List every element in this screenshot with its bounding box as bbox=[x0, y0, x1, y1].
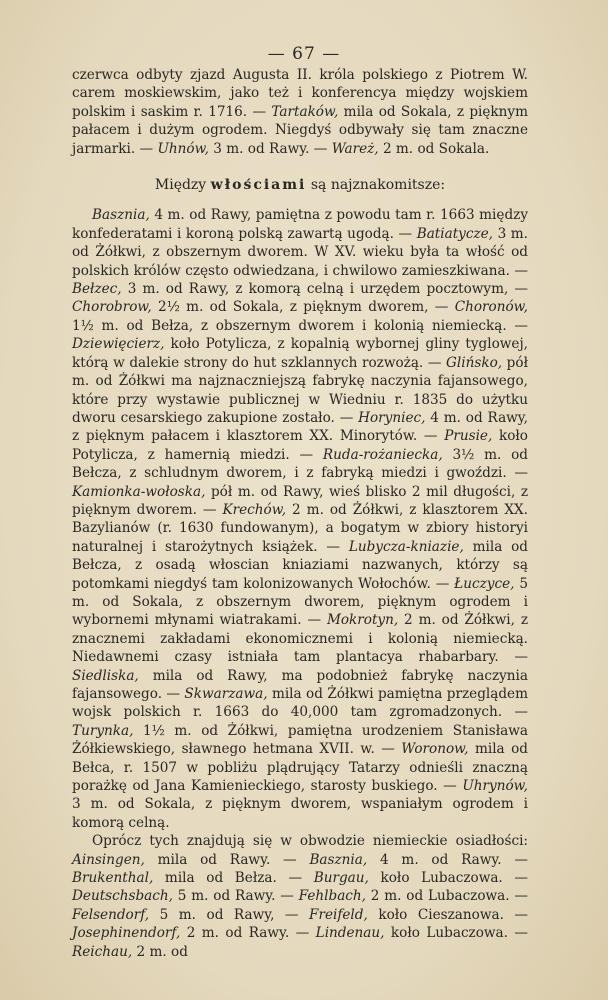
page-body bbox=[72, 66, 528, 961]
text-run: czerwca odbyty zjazd Augusta II. króla polskiego z Piotrem W. carem moskiewskim, jako też i konferencya między wojskiem polskim i saskim r. 1716. — bbox=[72, 67, 528, 120]
place-name: Basznia, bbox=[309, 851, 368, 868]
place-name: Tartaków, bbox=[271, 103, 339, 120]
place-name: Burgau, bbox=[313, 870, 369, 887]
place-name: Josephinendorf, bbox=[72, 925, 181, 942]
text-run: 3½ m. od Bełcza, z schludnym dworem, i z fabryką miedzi i gwoździ. — bbox=[72, 446, 528, 482]
place-name: Choronów, bbox=[454, 299, 528, 316]
text-run: 5 m. od Rawy. — bbox=[172, 888, 299, 905]
place-name: Uhrynów, bbox=[462, 778, 528, 795]
heading-before: Między bbox=[154, 177, 211, 194]
place-name: Lubycza-kniazie, bbox=[348, 538, 464, 555]
text-run: mila od Bełza. — bbox=[153, 870, 314, 887]
text-run: 1½ m. od Żółkwi, pamiętna urodzeniem Stanisława Żółkiewskiego, sławnego hetmana XVII. w. — bbox=[72, 722, 528, 758]
place-name: Mokrotyn, bbox=[326, 612, 399, 629]
text-run: 5 m. od Rawy, — bbox=[149, 906, 310, 923]
place-name: Turynka, bbox=[72, 722, 134, 739]
place-name: Ainsingen, bbox=[72, 851, 145, 868]
heading-spaced-word: włościami bbox=[210, 177, 307, 194]
text-run: mila od Rawy, ma podobnież fabrykę naczynia fajansowego. — bbox=[72, 667, 528, 702]
place-name: Dziewięcierz, bbox=[72, 336, 165, 353]
text-run: 4 m. od Rawy, pamiętna z powodu tam r. 1663 między konfederatami i koroną polską zawartą ugodą. — bbox=[72, 207, 528, 242]
place-name: Fehlbach, bbox=[298, 888, 366, 905]
text-run: pół m. od Rawy, wieś blisko 2 mil długości, z pięknym dworem. — bbox=[72, 483, 528, 518]
text-run: 3 m. od Rawy. — bbox=[208, 140, 332, 157]
text-run: koło Potylicza, z hamernią miedzi. — bbox=[72, 428, 528, 463]
text-run: 2 m. od Żółkwi, z znacznemi zakładami ekonomicznemi i kolonią niemiecką. Niedawnemi czasy istniała tam plantacya rhabarbary. — bbox=[72, 612, 529, 666]
section-heading bbox=[72, 176, 528, 194]
text-run: Oprócz tych znajdują się w obwodzie niemieckie osiadłości: bbox=[92, 833, 528, 850]
text-run: mila od Bełcza, z osadą włoscian kniaziami nazwanych, którzy są potomkami niegdyś tam kolonizowanych Wołochów. — bbox=[72, 538, 529, 592]
text-run: 2½ m. od Sokala, z pięknym dworem, — bbox=[151, 299, 455, 316]
page-number: — 67 — bbox=[267, 44, 341, 64]
place-name: Chorobrow, bbox=[72, 299, 152, 316]
place-name: Brukenthal, bbox=[72, 870, 154, 887]
heading-after: są najznakomitsze: bbox=[306, 177, 446, 194]
text-run: 2 m. od Lubaczowa. — bbox=[366, 888, 528, 905]
place-name: Deutschsbach, bbox=[72, 888, 173, 905]
place-name: Lindenau, bbox=[315, 925, 385, 942]
place-name: Felsendorf, bbox=[72, 906, 150, 923]
text-run: 2 m. od Rawy. — bbox=[180, 925, 316, 942]
place-name: Ruda-rożaniecka, bbox=[322, 446, 443, 463]
place-name: Prusie, bbox=[444, 428, 493, 445]
text-run: 1½ m. od Bełza, z obszernym dworem i kolonią niemiecką. — bbox=[72, 317, 528, 334]
text-run: 3 m. od Żółkwi, z obszernym dworem. W XV. wieku była ta włość od polskich królów często odwiedzana, i chwilowo zamieszkiwana. — bbox=[72, 225, 528, 279]
text-run: 2 m. od Żółkwi, z klasztorem XX. Bazylianów (r. 1630 fundowanym), a bogatym w zbiory historyi naturalnej i starożytnych książek. — bbox=[72, 501, 528, 555]
place-name: Freifeld, bbox=[309, 906, 368, 923]
text-run: koło Cieszanowa. — bbox=[367, 906, 529, 923]
text-run: 2 m. od bbox=[132, 943, 188, 960]
text-run: koło Lubaczowa. — bbox=[368, 870, 528, 887]
villages-paragraph bbox=[72, 206, 528, 832]
place-name: Glińsko, bbox=[446, 354, 503, 371]
text-run: mila od Rawy. — bbox=[144, 851, 310, 868]
text-run: mila od Żółkwi pamiętna przeglądem wojsk polskich r. 1663 do 40,000 tam zgromadzonych. — bbox=[72, 686, 528, 721]
place-name: Batiatycze, bbox=[416, 225, 493, 242]
text-run: 3 m. od Rawy, z komorą celną i urzędem pocztowym, — bbox=[121, 281, 528, 298]
text-run: mila od Bełca, r. 1507 w pobliżu plądrujący Tatarzy odnieśli znaczną porażkę od Jana Kamienieckiego, starosty buskiego. — bbox=[72, 741, 528, 795]
place-name: Uhnów, bbox=[157, 140, 209, 157]
place-name: Siedliska, bbox=[72, 667, 139, 684]
text-run: 2 m. od Sokala. bbox=[378, 140, 490, 157]
text-run: 3 m. od Sokala, z pięknym dworem, wspaniałym ogrodem i komorą celną. bbox=[72, 796, 528, 831]
place-name: Łuczyce, bbox=[454, 575, 515, 592]
text-run: 5 m. od Sokala, z obszernym dworem, pięknym ogrodem i wybornemi młynami wiatrakami. — bbox=[72, 575, 528, 629]
place-name: Bełzec, bbox=[72, 281, 122, 298]
place-name: Kamionka-wołoska, bbox=[72, 483, 206, 500]
place-name: Basznia, bbox=[92, 207, 150, 224]
place-name: Wareż, bbox=[331, 140, 379, 157]
text-run: koło Potylicza, z kopalnią wybornej gliny tyglowej, którą w dalekie strony do hut szklannych rozwożą. — bbox=[72, 336, 528, 371]
text-run: pół m. od Żółkwi ma najznaczniejszą fabrykę naczynia fajansowego, które przy wystawie publicznej w Wiedniu r. 1835 do użytku dworu cesarskiego zakupione zostało. — bbox=[72, 354, 528, 426]
intro-paragraph bbox=[72, 66, 528, 158]
place-name: Woronow, bbox=[401, 741, 469, 758]
text-run: 4 m. od Rawy. — bbox=[367, 851, 528, 868]
place-name: Skwarzawa, bbox=[184, 686, 268, 702]
text-run: 4 m. od Rawy, z pięknym pałacem i klasztorem XX. Minorytów. — bbox=[72, 409, 528, 445]
place-name: Krechów, bbox=[222, 501, 287, 518]
text-run: koło Lubaczowa. — bbox=[384, 925, 528, 942]
place-name: Reichau, bbox=[72, 943, 133, 960]
text-run: mila od Sokala, z pięknym pałacem i dużym ogrodem. Niegdyś odbywały się tam znaczne jarmarki. — bbox=[72, 103, 528, 157]
colonies-paragraph bbox=[72, 832, 528, 961]
place-name: Horyniec, bbox=[358, 409, 426, 426]
